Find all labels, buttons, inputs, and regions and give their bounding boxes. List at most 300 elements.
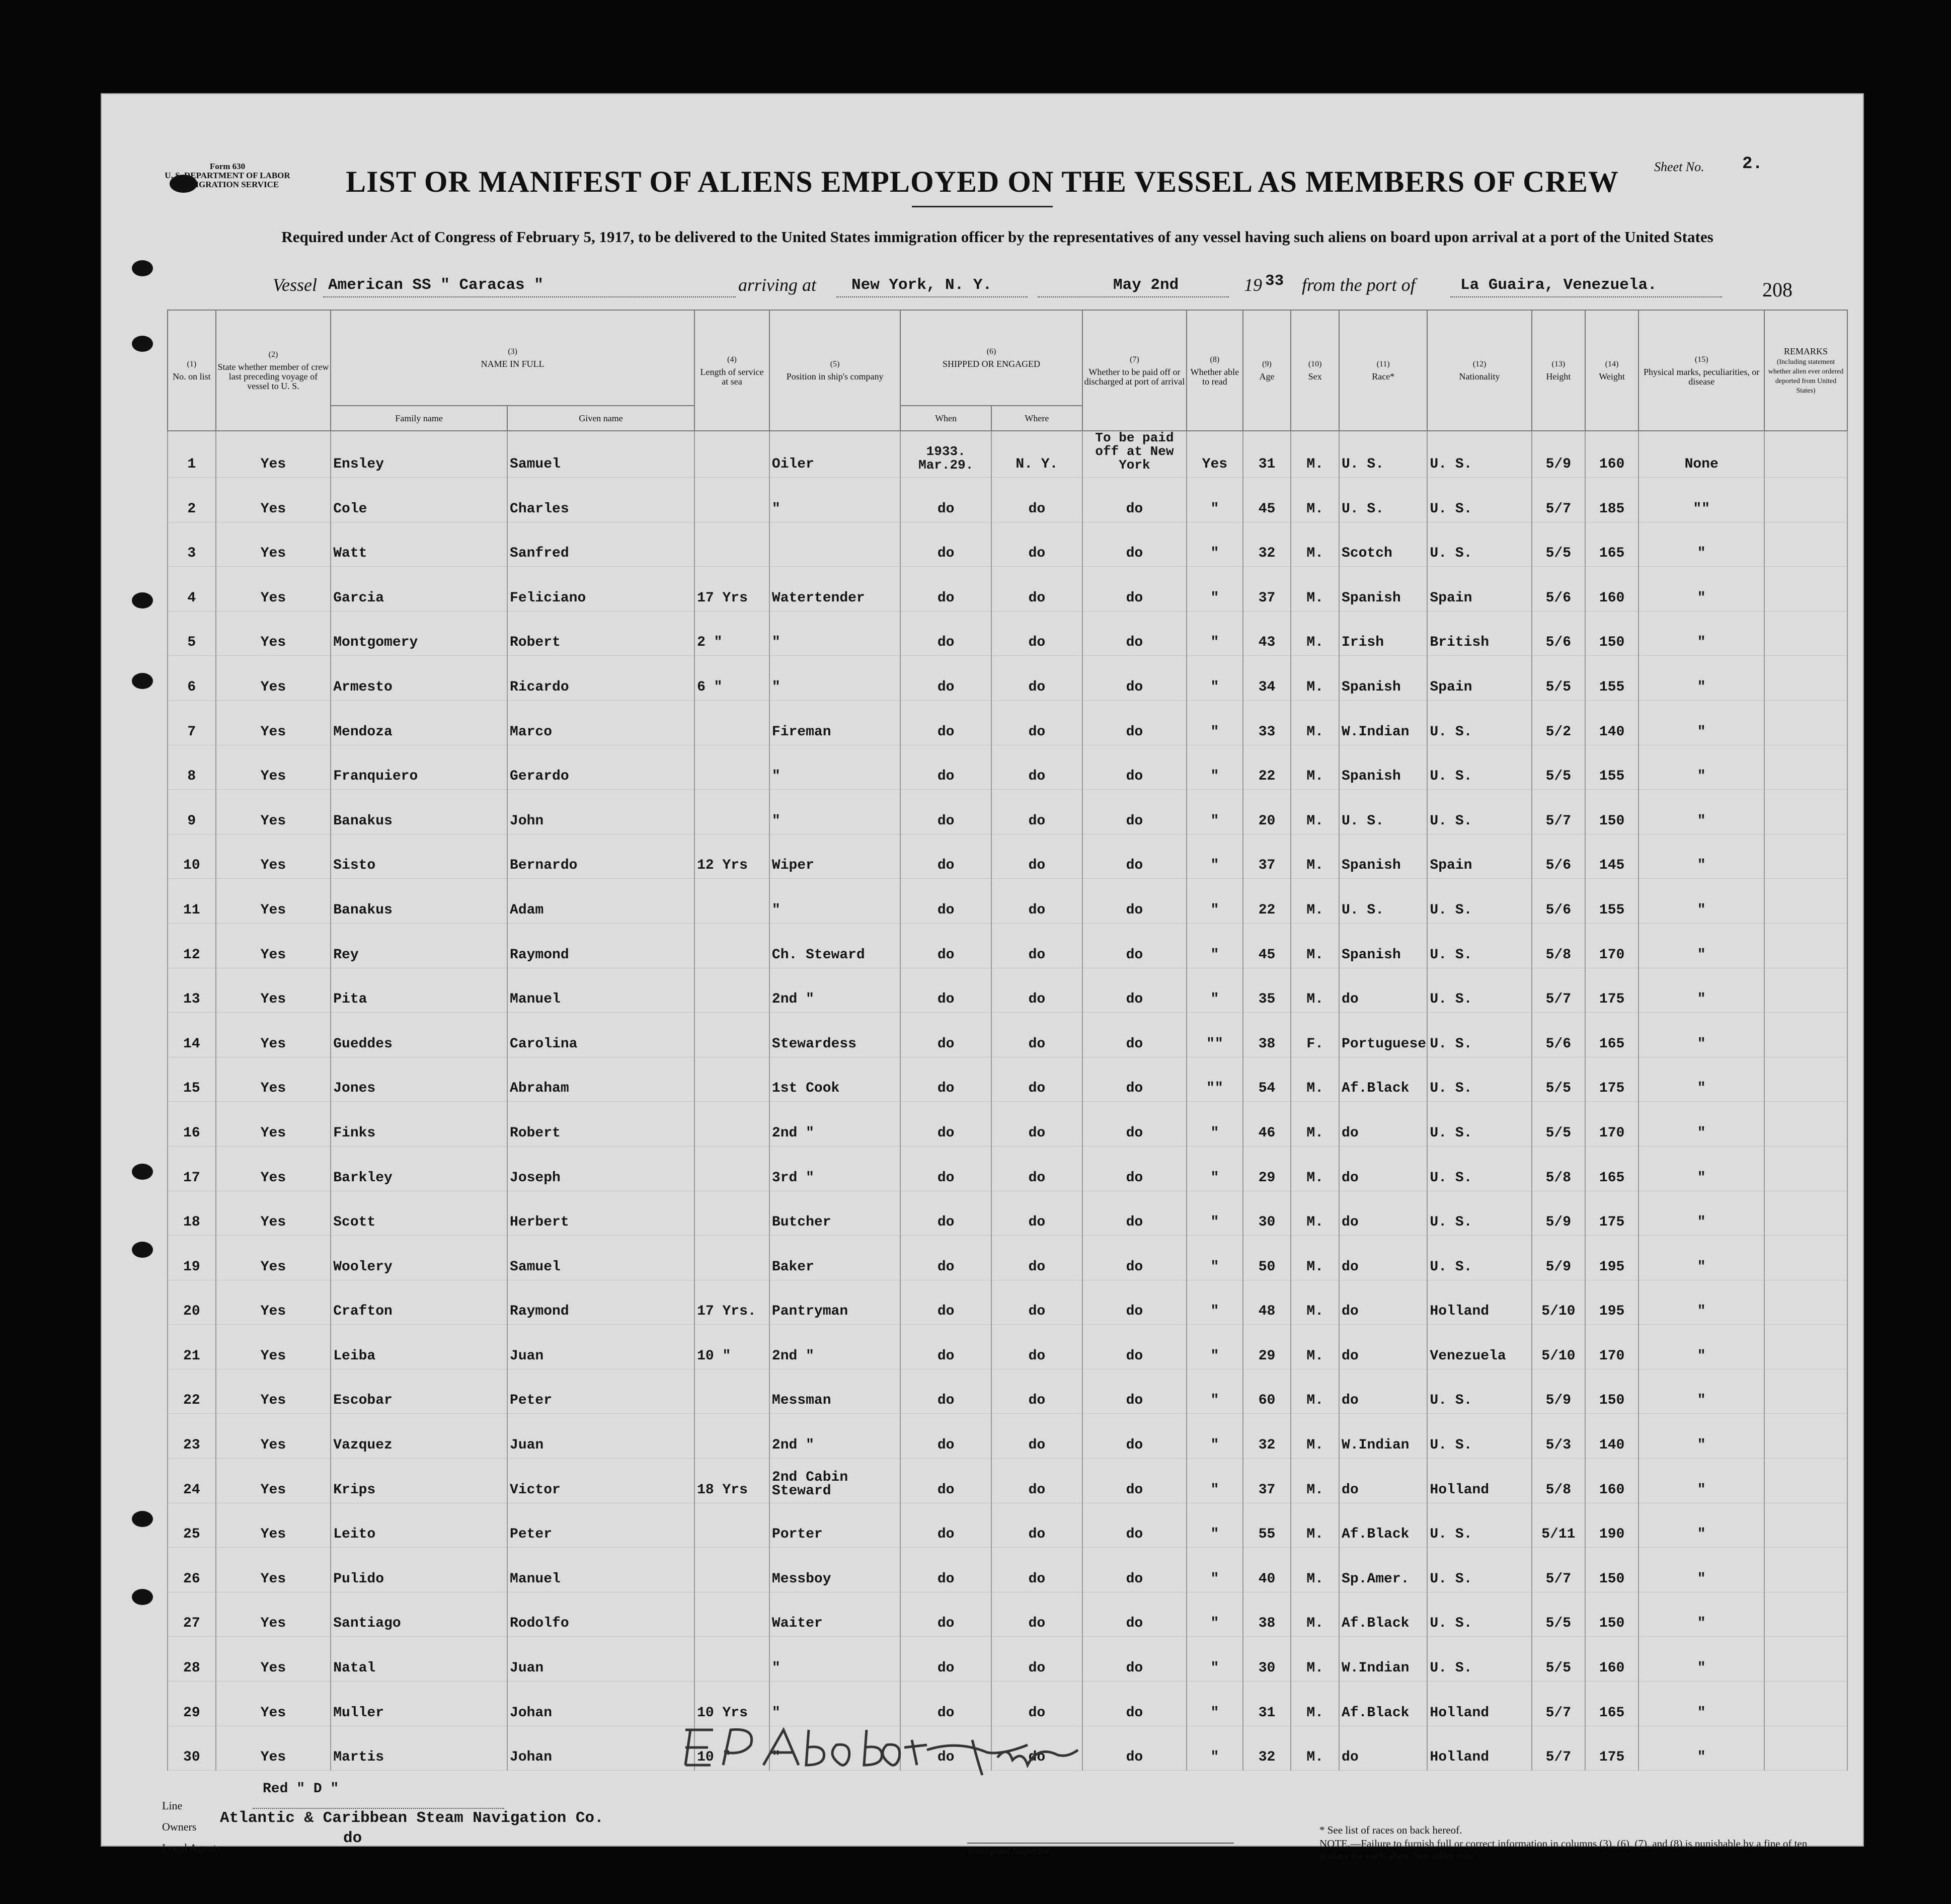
weight-cell: 195 (1585, 1280, 1638, 1325)
table-row (168, 1459, 1847, 1503)
age-cell: 38 (1243, 1592, 1291, 1637)
given-name-cell: Juan (507, 1325, 694, 1369)
header-paid-off (1082, 310, 1187, 431)
family-name-cell: Krips (331, 1459, 507, 1503)
position-cell: " (769, 1637, 900, 1682)
paid-off-cell: do (1082, 834, 1187, 879)
sex-cell: M. (1291, 1057, 1339, 1102)
remarks-cell (1764, 968, 1847, 1013)
header-given-name: Given name (507, 406, 694, 431)
height-cell: 5/11 (1532, 1503, 1585, 1548)
list-number-cell: 15 (168, 1057, 216, 1102)
physical-marks-cell: " (1638, 611, 1764, 656)
given-name-cell: Bernardo (507, 834, 694, 879)
table-row (168, 611, 1847, 656)
nationality-cell: U. S. (1427, 1013, 1531, 1057)
able-to-read-cell: " (1187, 1325, 1243, 1369)
remarks-cell (1764, 1236, 1847, 1280)
column-number: (8) (1210, 355, 1220, 364)
column-subtitle: (Including statement whether alien ever ordered deported from United States) (1768, 358, 1844, 395)
footer-owners-value: Atlantic & Caribbean Steam Navigation Co. (220, 1809, 604, 1827)
age-cell: 22 (1243, 879, 1291, 924)
remarks-cell (1764, 522, 1847, 567)
shipped-where-cell: do (991, 1682, 1082, 1726)
race-cell: do (1339, 1280, 1427, 1325)
weight-cell: 155 (1585, 745, 1638, 790)
header-height (1532, 310, 1585, 431)
sex-cell: M. (1291, 700, 1339, 745)
length-of-service-cell: 12 Yrs (694, 834, 769, 879)
punch-hole (132, 592, 153, 608)
physical-marks-cell: " (1638, 923, 1764, 968)
sex-cell: M. (1291, 611, 1339, 656)
shipped-when-cell: do (900, 968, 991, 1013)
position-cell: Ch. Steward (769, 923, 900, 968)
column-title: Age (1259, 371, 1275, 382)
remarks-cell (1764, 1369, 1847, 1414)
paid-off-cell: do (1082, 1369, 1187, 1414)
remarks-cell (1764, 790, 1847, 834)
nationality-cell: Holland (1427, 1682, 1531, 1726)
nationality-cell: U. S. (1427, 1146, 1531, 1191)
sex-cell: M. (1291, 790, 1339, 834)
weight-cell: 150 (1585, 1548, 1638, 1592)
previous-voyage-cell: Yes (216, 1102, 331, 1147)
able-to-read-cell: " (1187, 879, 1243, 924)
column-title: Physical marks, peculiarities, or disease (1643, 366, 1760, 387)
length-of-service-cell (694, 745, 769, 790)
length-of-service-cell: 6 " (694, 656, 769, 701)
header-list-number (168, 310, 216, 431)
given-name-cell: Ricardo (507, 656, 694, 701)
length-of-service-cell (694, 700, 769, 745)
family-name-cell: Banakus (331, 879, 507, 924)
previous-voyage-cell: Yes (216, 522, 331, 567)
physical-marks-cell: " (1638, 1592, 1764, 1637)
race-cell: U. S. (1339, 790, 1427, 834)
previous-voyage-cell: Yes (216, 745, 331, 790)
height-cell: 5/10 (1532, 1325, 1585, 1369)
nationality-cell: U. S. (1427, 522, 1531, 567)
age-cell: 40 (1243, 1548, 1291, 1592)
column-number: (3) (508, 347, 517, 356)
length-of-service-cell (694, 1236, 769, 1280)
table-row (168, 1236, 1847, 1280)
weight-cell: 140 (1585, 1414, 1638, 1459)
physical-marks-cell: " (1638, 1057, 1764, 1102)
length-of-service-cell (694, 522, 769, 567)
physical-marks-cell: "" (1638, 478, 1764, 522)
list-number-cell: 4 (168, 567, 216, 612)
table-row (168, 1146, 1847, 1191)
nationality-cell: Venezuela (1427, 1325, 1531, 1369)
nationality-cell: Holland (1427, 1726, 1531, 1771)
family-name-cell: Jones (331, 1057, 507, 1102)
header-shipped-engaged (900, 310, 1082, 406)
position-cell: Porter (769, 1503, 900, 1548)
height-cell: 5/2 (1532, 700, 1585, 745)
position-cell: Wiper (769, 834, 900, 879)
given-name-cell: Feliciano (507, 567, 694, 612)
family-name-cell: Barkley (331, 1146, 507, 1191)
shipped-where-cell: do (991, 1191, 1082, 1236)
age-cell: 55 (1243, 1503, 1291, 1548)
nationality-cell: U. S. (1427, 1369, 1531, 1414)
column-title: Length of service at sea (700, 366, 764, 387)
previous-voyage-cell: Yes (216, 567, 331, 612)
height-cell: 5/6 (1532, 611, 1585, 656)
table-row (168, 431, 1847, 478)
age-cell: 35 (1243, 968, 1291, 1013)
family-name-cell: Escobar (331, 1369, 507, 1414)
able-to-read-cell: " (1187, 478, 1243, 522)
age-cell: 29 (1243, 1146, 1291, 1191)
length-of-service-cell (694, 1369, 769, 1414)
paid-off-cell: do (1082, 1503, 1187, 1548)
paid-off-cell: do (1082, 1414, 1187, 1459)
weight-cell: 170 (1585, 1102, 1638, 1147)
position-cell: Pantryman (769, 1280, 900, 1325)
column-number: (5) (830, 360, 840, 368)
able-to-read-cell: " (1187, 567, 1243, 612)
physical-marks-cell: " (1638, 1414, 1764, 1459)
table-row (168, 923, 1847, 968)
shipped-where-cell: do (991, 1414, 1082, 1459)
position-cell: Watertender (769, 567, 900, 612)
column-number: (4) (727, 355, 737, 364)
length-of-service-cell (694, 968, 769, 1013)
family-name-cell: Finks (331, 1102, 507, 1147)
table-row (168, 1057, 1847, 1102)
position-cell: Messboy (769, 1548, 900, 1592)
arrival-date: May 2nd (1113, 276, 1179, 294)
shipped-when-cell: do (900, 1013, 991, 1057)
header-sex (1291, 310, 1339, 431)
family-name-cell: Garcia (331, 567, 507, 612)
nationality-cell: U. S. (1427, 879, 1531, 924)
shipped-when-cell: do (900, 1548, 991, 1592)
shipped-when-cell: do (900, 1414, 991, 1459)
race-cell: U. S. (1339, 478, 1427, 522)
list-number-cell: 14 (168, 1013, 216, 1057)
column-number: (9) (1262, 360, 1272, 368)
family-name-cell: Cole (331, 478, 507, 522)
able-to-read-cell: " (1187, 1548, 1243, 1592)
table-row (168, 879, 1847, 924)
sex-cell: M. (1291, 968, 1339, 1013)
list-number-cell: 3 (168, 522, 216, 567)
family-name-cell: Muller (331, 1682, 507, 1726)
list-number-cell: 30 (168, 1726, 216, 1771)
weight-cell: 150 (1585, 790, 1638, 834)
previous-voyage-cell: Yes (216, 1682, 331, 1726)
race-cell: Portuguese (1339, 1013, 1427, 1057)
table-row (168, 1102, 1847, 1147)
table-row (168, 522, 1847, 567)
vessel-underline (323, 296, 736, 298)
column-number: (10) (1308, 360, 1322, 368)
able-to-read-cell: " (1187, 700, 1243, 745)
penalty-note: NOTE.—Failure to furnish full or correct information in columns (3), (6), (7), and (8) is punishable by a fine of ten dollars for each alien. See other side. (1319, 1838, 1808, 1862)
race-cell: do (1339, 1236, 1427, 1280)
length-of-service-cell: 10 " (694, 1726, 769, 1771)
previous-voyage-cell: Yes (216, 1057, 331, 1102)
remarks-cell (1764, 1682, 1847, 1726)
position-cell: 2nd Cabin Steward (769, 1459, 900, 1503)
physical-marks-cell: " (1638, 1325, 1764, 1369)
list-number-cell: 1 (168, 431, 216, 478)
position-cell: " (769, 656, 900, 701)
column-title: Whether able to read (1190, 366, 1239, 387)
document-subtitle: Required under Act of Congress of February 5, 1917, to be delivered to the United States immigration officer by the representatives of any vessel having such aliens on board upon arrival at a port of the United States (281, 228, 1713, 246)
sex-cell: M. (1291, 478, 1339, 522)
given-name-cell: Joseph (507, 1146, 694, 1191)
position-cell: " (769, 1726, 900, 1771)
position-cell: " (769, 790, 900, 834)
position-cell (769, 522, 900, 567)
previous-voyage-cell: Yes (216, 790, 331, 834)
position-cell: 2nd " (769, 1102, 900, 1147)
race-cell: U. S. (1339, 879, 1427, 924)
family-name-cell: Gueddes (331, 1013, 507, 1057)
paid-off-cell: do (1082, 478, 1187, 522)
paid-off-cell: do (1082, 522, 1187, 567)
given-name-cell: Manuel (507, 1548, 694, 1592)
weight-cell: 175 (1585, 1057, 1638, 1102)
age-cell: 20 (1243, 790, 1291, 834)
sex-cell: M. (1291, 1726, 1339, 1771)
given-name-cell: Johan (507, 1682, 694, 1726)
length-of-service-cell (694, 431, 769, 478)
shipped-when-cell: do (900, 700, 991, 745)
shipped-when-cell: do (900, 923, 991, 968)
punch-hole (132, 336, 153, 352)
physical-marks-cell: " (1638, 656, 1764, 701)
family-name-cell: Crafton (331, 1280, 507, 1325)
sex-cell: M. (1291, 522, 1339, 567)
shipped-when-cell: do (900, 1726, 991, 1771)
length-of-service-cell (694, 1013, 769, 1057)
given-name-cell: Juan (507, 1637, 694, 1682)
age-cell: 34 (1243, 656, 1291, 701)
shipped-where-cell: do (991, 1637, 1082, 1682)
given-name-cell: Juan (507, 1414, 694, 1459)
weight-cell: 150 (1585, 1592, 1638, 1637)
table-row (168, 1548, 1847, 1592)
date-underline (1038, 296, 1229, 298)
remarks-cell (1764, 478, 1847, 522)
punch-hole (132, 673, 153, 689)
footer-line-label: Line (162, 1799, 183, 1812)
header-name-in-full (331, 310, 694, 406)
list-number-cell: 2 (168, 478, 216, 522)
departure-port: La Guaira, Venezuela. (1460, 276, 1657, 294)
age-cell: 54 (1243, 1057, 1291, 1102)
shipped-when-cell: do (900, 1592, 991, 1637)
length-of-service-cell (694, 1102, 769, 1147)
height-cell: 5/9 (1532, 431, 1585, 478)
position-cell: 2nd " (769, 1325, 900, 1369)
header-length-of-service (694, 310, 769, 431)
remarks-cell (1764, 1325, 1847, 1369)
able-to-read-cell: " (1187, 1459, 1243, 1503)
sex-cell: M. (1291, 879, 1339, 924)
family-name-cell: Vazquez (331, 1414, 507, 1459)
family-name-cell: Leiba (331, 1325, 507, 1369)
family-name-cell: Banakus (331, 790, 507, 834)
weight-cell: 175 (1585, 968, 1638, 1013)
race-cell: do (1339, 1325, 1427, 1369)
family-name-cell: Watt (331, 522, 507, 567)
remarks-cell (1764, 567, 1847, 612)
shipped-where-cell: do (991, 1592, 1082, 1637)
length-of-service-cell (694, 1548, 769, 1592)
shipped-when-cell: do (900, 1102, 991, 1147)
position-cell: " (769, 1682, 900, 1726)
nationality-cell: U. S. (1427, 1503, 1531, 1548)
position-cell: 2nd " (769, 968, 900, 1013)
paid-off-cell: do (1082, 1726, 1187, 1771)
given-name-cell: Manuel (507, 968, 694, 1013)
family-name-cell: Leito (331, 1503, 507, 1548)
able-to-read-cell: " (1187, 656, 1243, 701)
paid-off-cell: do (1082, 1236, 1187, 1280)
shipped-where-cell: do (991, 968, 1082, 1013)
nationality-cell: U. S. (1427, 1102, 1531, 1147)
year-suffix: 33 (1265, 272, 1284, 290)
paid-off-cell: To be paid off at New York (1082, 431, 1187, 478)
paid-off-cell: do (1082, 1459, 1187, 1503)
sex-cell: M. (1291, 1280, 1339, 1325)
list-number-cell: 20 (168, 1280, 216, 1325)
shipped-when-cell: do (900, 478, 991, 522)
age-cell: 38 (1243, 1013, 1291, 1057)
given-name-cell: Robert (507, 611, 694, 656)
length-of-service-cell: 10 Yrs (694, 1682, 769, 1726)
race-cell: do (1339, 1102, 1427, 1147)
physical-marks-cell: " (1638, 1146, 1764, 1191)
shipped-where-cell: do (991, 611, 1082, 656)
weight-cell: 165 (1585, 1146, 1638, 1191)
column-title: No. on list (173, 371, 211, 382)
sex-cell: M. (1291, 1637, 1339, 1682)
given-name-cell: Rodolfo (507, 1592, 694, 1637)
footer-agents-label: Local Agents (162, 1842, 221, 1854)
arriving-port: New York, N. Y. (851, 276, 992, 294)
age-cell: 46 (1243, 1102, 1291, 1147)
shipped-when-cell: do (900, 1369, 991, 1414)
list-number-cell: 13 (168, 968, 216, 1013)
list-number-cell: 26 (168, 1548, 216, 1592)
race-cell: do (1339, 1459, 1427, 1503)
height-cell: 5/10 (1532, 1280, 1585, 1325)
shipped-where-cell: do (991, 1013, 1082, 1057)
remarks-cell (1764, 1548, 1847, 1592)
shipped-where-cell: do (991, 790, 1082, 834)
vessel-name: American SS " Caracas " (328, 276, 543, 294)
weight-cell: 165 (1585, 1682, 1638, 1726)
previous-voyage-cell: Yes (216, 478, 331, 522)
paid-off-cell: do (1082, 879, 1187, 924)
given-name-cell: Robert (507, 1102, 694, 1147)
length-of-service-cell (694, 923, 769, 968)
physical-marks-cell: " (1638, 834, 1764, 879)
race-cell: Irish (1339, 611, 1427, 656)
crew-manifest-table (167, 310, 1848, 1771)
race-cell: Scotch (1339, 522, 1427, 567)
race-cell: Spanish (1339, 656, 1427, 701)
weight-cell: 140 (1585, 700, 1638, 745)
shipped-where-cell: do (991, 879, 1082, 924)
shipped-where-cell: do (991, 1236, 1082, 1280)
able-to-read-cell: " (1187, 1503, 1243, 1548)
shipped-where-cell: do (991, 478, 1082, 522)
sex-cell: M. (1291, 1414, 1339, 1459)
paid-off-cell: do (1082, 611, 1187, 656)
paid-off-cell: do (1082, 1548, 1187, 1592)
column-number: (12) (1472, 360, 1487, 368)
remarks-cell (1764, 1280, 1847, 1325)
header-previous-voyage (216, 310, 331, 431)
remarks-cell (1764, 1592, 1847, 1637)
paid-off-cell: do (1082, 1325, 1187, 1369)
previous-voyage-cell: Yes (216, 1146, 331, 1191)
remarks-cell (1764, 1057, 1847, 1102)
punch-hole (132, 1511, 153, 1527)
paid-off-cell: do (1082, 1682, 1187, 1726)
sheet-number-label: Sheet No. (1654, 160, 1704, 174)
race-cell: U. S. (1339, 431, 1427, 478)
nationality-cell: U. S. (1427, 700, 1531, 745)
given-name-cell: Johan (507, 1726, 694, 1771)
shipped-when-cell: do (900, 522, 991, 567)
able-to-read-cell: "" (1187, 1013, 1243, 1057)
shipped-when-cell: do (900, 611, 991, 656)
shipped-when-cell: do (900, 1191, 991, 1236)
header-where: Where (991, 406, 1082, 431)
previous-voyage-cell: Yes (216, 879, 331, 924)
header-family-name: Family name (331, 406, 507, 431)
able-to-read-cell: " (1187, 1102, 1243, 1147)
length-of-service-cell (694, 790, 769, 834)
inspector-signature-line (967, 1843, 1234, 1844)
height-cell: 5/9 (1532, 1236, 1585, 1280)
nationality-cell: U. S. (1427, 478, 1531, 522)
given-name-cell: Abraham (507, 1057, 694, 1102)
header-nationality (1427, 310, 1531, 431)
inspector-signature (675, 1710, 1158, 1780)
remarks-cell (1764, 1503, 1847, 1548)
position-cell: 1st Cook (769, 1057, 900, 1102)
race-cell: Af.Black (1339, 1592, 1427, 1637)
shipped-where-cell: do (991, 1548, 1082, 1592)
able-to-read-cell: " (1187, 1726, 1243, 1771)
weight-cell: 185 (1585, 478, 1638, 522)
height-cell: 5/7 (1532, 1726, 1585, 1771)
weight-cell: 155 (1585, 879, 1638, 924)
weight-cell: 160 (1585, 431, 1638, 478)
nationality-cell: U. S. (1427, 1592, 1531, 1637)
column-number: (2) (268, 350, 278, 359)
nationality-cell: U. S. (1427, 1548, 1531, 1592)
height-cell: 5/5 (1532, 1102, 1585, 1147)
length-of-service-cell: 10 " (694, 1325, 769, 1369)
remarks-cell (1764, 745, 1847, 790)
able-to-read-cell: " (1187, 1682, 1243, 1726)
list-number-cell: 25 (168, 1503, 216, 1548)
list-number-cell: 19 (168, 1236, 216, 1280)
shipped-when-cell: do (900, 1280, 991, 1325)
